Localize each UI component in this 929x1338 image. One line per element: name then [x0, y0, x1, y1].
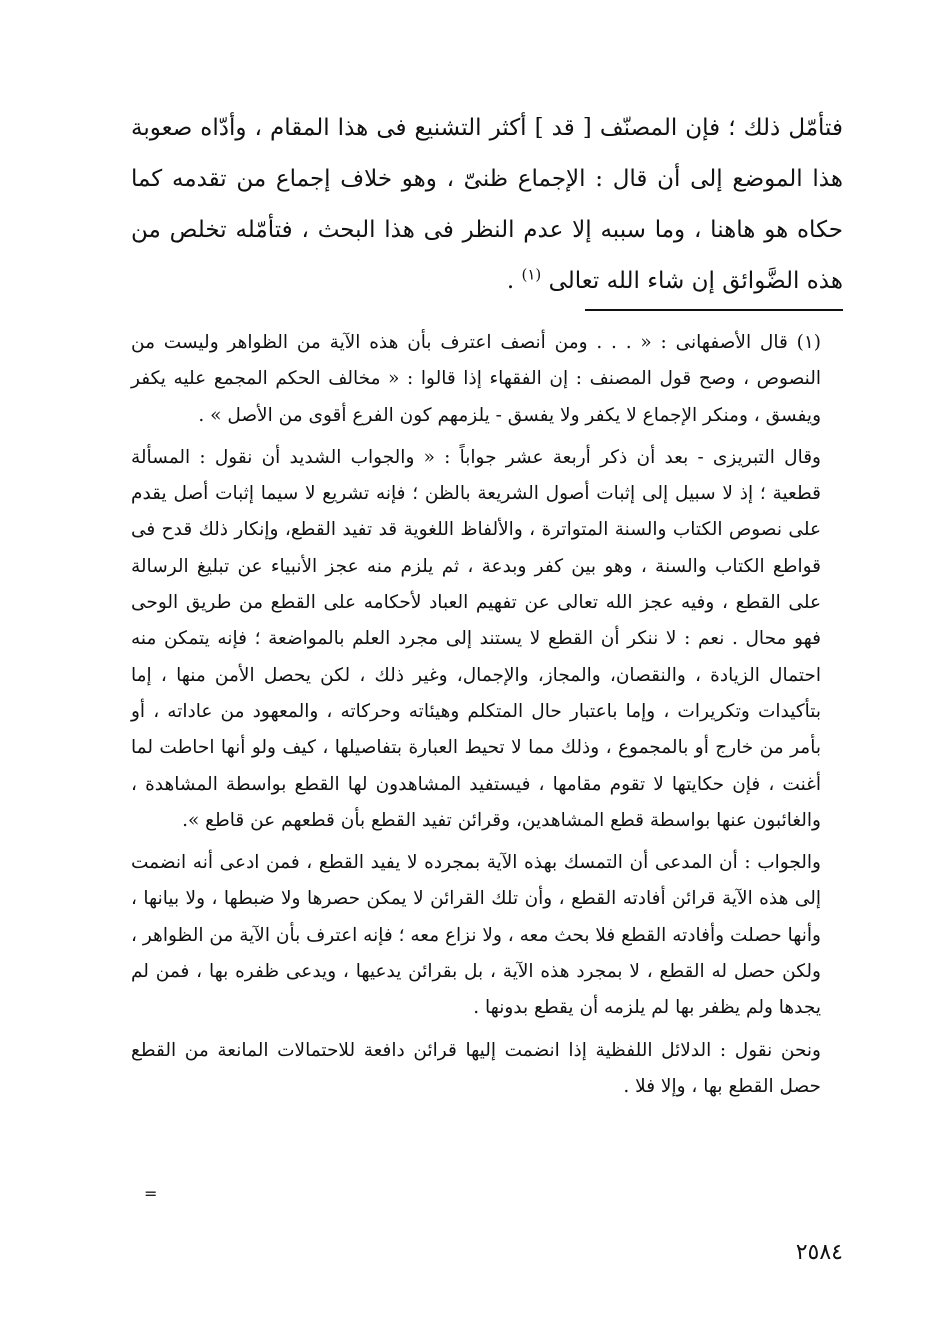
- main-text: [131, 103, 843, 307]
- footnotes: [131, 325, 843, 1105]
- footnote-conclusion: ونحن نقول : الدلائل اللفظية إذا انضمت إليها قرائن دافعة للاحتمالات المانعة من القطع حصل القطع بها ، وإلا فلا .: [131, 1039, 821, 1097]
- main-line-1: فتأمّل ذلك ؛ فإن المصنّف [ قد ] أكثر التشنيع فى هذا المقام ، وأدّاه صعوبة: [131, 115, 843, 141]
- page-number: ٢٥٨٤: [795, 1240, 843, 1265]
- main-line-2: هذا الموضع إلى أن قال : الإجماع ظنىّ ، وهو خلاف إجماع من تقدمه كما: [131, 166, 843, 192]
- footnote-isfahani: (١) قال الأصفهانى : « . . . ومن أنصف اعترف بأن هذه الآية من الظواهر وليست من النصوص ، وصح قول المصنف : إن الفقهاء إذا قالوا : « مخالف الحكم المجمع عليه يكفر ويفسق ، ومنكر الإجماع لا يكفر ولا يفسق - يلزمهم كون الفرع أقوى من الأصل » .: [131, 332, 821, 426]
- main-end-dot: .: [506, 268, 522, 294]
- main-line-4: هذه الضَّوائق إن شاء الله تعالى: [548, 268, 843, 294]
- continuation-mark: =: [144, 1184, 158, 1203]
- main-line-3: حكاه هو هاهنا ، وما سببه إلا عدم النظر فى هذا البحث ، فتأمّله تخلص من: [131, 217, 843, 243]
- footnote-reference[interactable]: (١): [521, 265, 542, 284]
- footnote-separator: [585, 309, 843, 311]
- main-paragraph: [131, 103, 843, 307]
- footnote-tabrizi: وقال التبريزى - بعد أن ذكر أربعة عشر جواباً : « والجواب الشديد أن نقول : المسألة قطعية ؛ إذ لا سبيل إلى إثبات أصول الشريعة بالظن ؛ فإنه تشريع لا سيما إثبات أصل يقدم على نصوص الكتاب والسنة المتواترة ، والألفاظ اللغوية قد تفيد القطع، وإنكار ذلك قدح فى قواطع الكتاب والسنة ، وهو بين كفر وبدعة ، ثم يلزم منه عجز الأنبياء عن تبليغ الرسالة على القطع ، وفيه عجز الله تعالى عن تفهيم العباد لأحكامه على القطع من طريق الوحى فهو محال . نعم : لا ننكر أن القطع لا يستند إلى مجرد العلم بالمواضعة ؛ فإنه يتمكن منه احتمال الزيادة ، والنقصان، والمجاز، والإجمال، وغير ذلك ، لكن يحصل الأمن منها ، إما بتأكيدات وتكريرات ، وإما باعتبار حال المتكلم وهيئاته وحركاته ، والمعهود من عاداته ، أو بأمر من خارج أو بالمجموع ، وذلك مما لا تحيط العبارة بتفاصيلها ، كيف ولو أنها احاطت لما أغنت ، فإن حكايتها لا تقوم مقامها ، فيستفيد المشاهدون لها القطع بواسطة المشاهدة ، والغائبون عنها بواسطة قطع المشاهدين، وقرائن تفيد القطع بأن قطعهم عن قاطع ».: [131, 446, 821, 831]
- footnote-answer: والجواب : أن المدعى أن التمسك بهذه الآية بمجرده لا يفيد القطع ، فمن ادعى أنه انضمت إلى هذه الآية قرائن أفادته القطع ، وأن تلك القرائن لا يمكن حصرها ولا ضبطها ، ولا بيانها ، وأنها حصلت وأفادته القطع فلا بحث معه ، ولا نزاع معه ؛ فإنه اعترف بأن الآية من الظواهر ، ولكن حصل له القطع ، لا بمجرد هذه الآية ، بل بقرائن يدعيها ، ويدعى ظفره بها ، فمن لم يجدها ولم يظفر بها لم يلزمه أن يقطع بدونها .: [131, 852, 821, 1019]
